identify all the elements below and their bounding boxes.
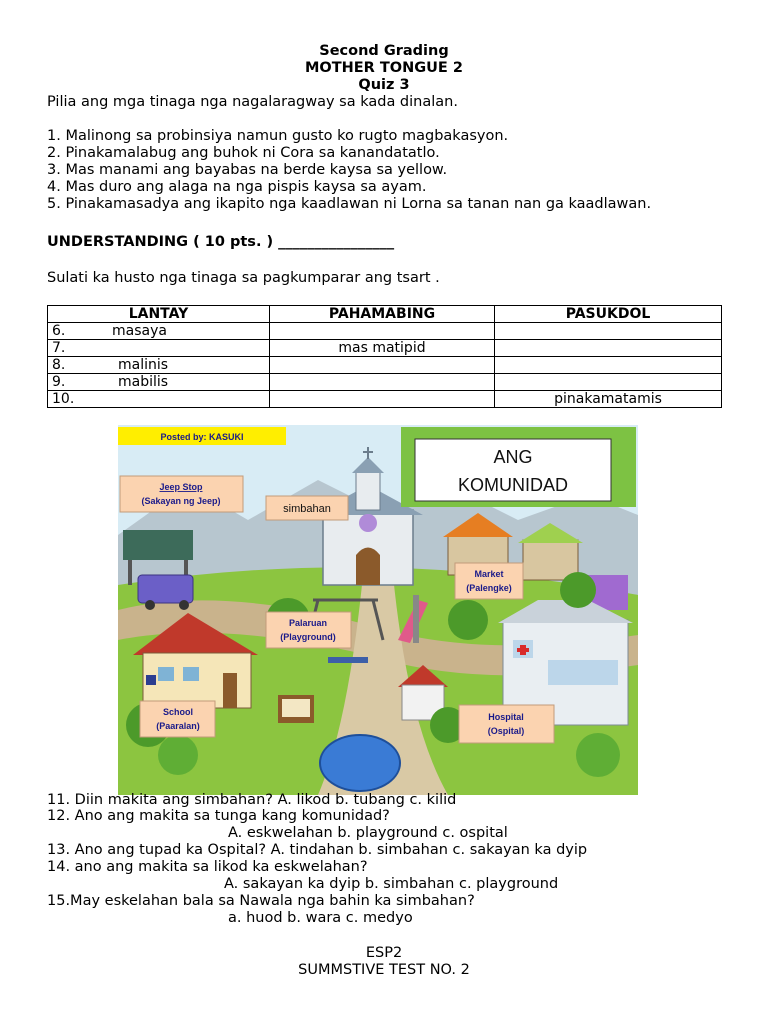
label-hospital-line2: (Ospital) [487,726,525,736]
label-hospital-line1: Hospital [488,712,524,722]
row-number: 10. [52,391,75,407]
label-simbahan [266,496,348,520]
row-number: 9. [52,374,66,390]
cell-lantay [48,374,270,391]
question-13: 13. Ano ang tupad ka Ospital? A. tindahan b. simbahan c. sakayan ka dyip [47,842,588,858]
label-market-line2: (Palengke) [466,583,512,593]
row-number: 6. [52,323,66,339]
header-line-2: MOTHER TONGUE 2 [305,60,463,76]
header-lantay: LANTAY [48,306,270,323]
table-header-row [48,306,722,323]
item-3: 3. Mas manami ang bayabas na berde kaysa sa yellow. [47,162,448,178]
cell-lantay[interactable] [48,391,270,408]
comparison-table [47,305,722,408]
label-simbahan-text: simbahan [283,503,331,515]
title-line-2: KOMUNIDAD [457,475,569,495]
table-instruction: Sulati ka husto nga tinaga sa pagkumparar ang tsart . [47,270,440,286]
label-hospital [459,705,554,743]
footer-line-2: SUMMSTIVE TEST NO. 2 [298,962,470,978]
table-row [48,391,722,408]
table-row [48,340,722,357]
cell-lantay[interactable] [48,340,270,357]
cell-pahamabing: mas matipid [270,340,495,357]
label-school [140,701,215,737]
title-line-1: ANG [493,447,533,467]
cell-pasukdol[interactable] [495,357,722,374]
question-15-options: a. huod b. wara c. medyo [228,910,413,926]
header-line-3: Quiz 3 [358,77,410,93]
cell-lantay [48,323,270,340]
instruction: Pilia ang mga tinaga nga nagalaragway sa kada dinalan. [47,94,458,110]
label-jeep-stop-line1: Jeep Stop [159,482,203,492]
question-14: 14. ano ang makita sa likod ka eskwelahan? [47,859,368,875]
label-palaruan [266,612,351,648]
item-1: 1. Malinong sa probinsiya namun gusto ko rugto magbakasyon. [47,128,509,144]
label-market [455,563,523,599]
label-jeep-stop-line2: (Sakayan ng Jeep) [141,496,221,506]
cell-pasukdol[interactable] [495,340,722,357]
question-11: 11. Diin makita ang simbahan? A. likod b. tubang c. kilid [47,792,457,808]
cell-pasukdol[interactable] [495,374,722,391]
item-5: 5. Pinakamasadya ang ikapito nga kaadlawan ni Lorna sa tanan nan ga kaadlawan. [47,196,652,212]
table-row [48,323,722,340]
understanding-heading: UNDERSTANDING ( 10 pts. ) ________________ [47,234,395,250]
posted-by-text: Posted by: KASUKI [160,432,244,442]
question-14-options: A. sakayan ka dyip b. simbahan c. playground [224,876,559,892]
cell-pasukdol: pinakamatamis [495,391,722,408]
lantay-word: malinis [118,357,169,373]
cell-lantay [48,357,270,374]
table-row [48,374,722,391]
community-illustration [118,425,638,795]
table-row [48,357,722,374]
cell-pasukdol[interactable] [495,323,722,340]
pond [320,735,400,791]
label-market-line1: Market [474,569,504,579]
label-jeep-stop [120,476,243,512]
header-line-1: Second Grading [319,43,449,59]
question-15: 15.May eskelahan bala sa Nawala nga bahin ka simbahan? [47,893,475,909]
footer-line-1: ESP2 [365,945,403,961]
lantay-word: mabilis [118,374,169,390]
header-pahamabing: PAHAMABING [270,306,495,323]
item-2: 2. Pinakamalabug ang buhok ni Cora sa kanandatatlo. [47,145,440,161]
lantay-word: masaya [112,323,167,339]
label-school-line2: (Paaralan) [156,721,200,731]
header-pasukdol: PASUKDOL [495,306,722,323]
row-number: 7. [52,340,66,356]
question-12-options: A. eskwelahan b. playground c. ospital [228,825,508,841]
label-palaruan-line1: Palaruan [288,618,328,628]
label-palaruan-line2: (Playground) [280,632,336,642]
label-school-line1: School [162,707,194,717]
cell-pahamabing[interactable] [270,391,495,408]
cell-pahamabing[interactable] [270,323,495,340]
row-number: 8. [52,357,66,373]
item-4: 4. Mas duro ang alaga na nga pispis kaysa sa ayam. [47,179,427,195]
question-12: 12. Ano ang makita sa tunga kang komunidad? [47,808,390,824]
cell-pahamabing[interactable] [270,374,495,391]
cell-pahamabing[interactable] [270,357,495,374]
